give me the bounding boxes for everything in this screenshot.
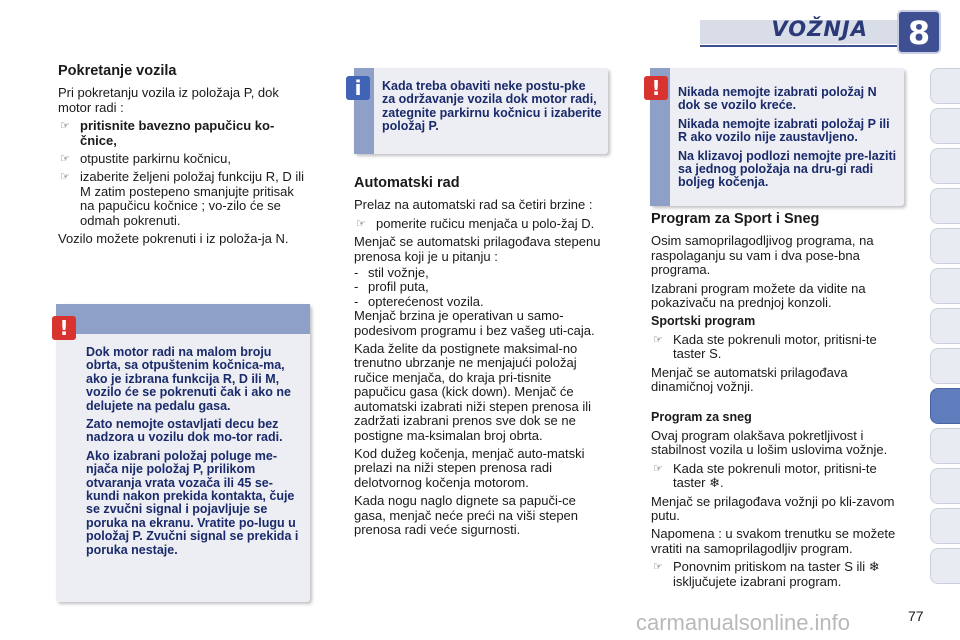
side-tab[interactable]: [930, 508, 960, 544]
chapter-title: VOŽNJA: [771, 17, 868, 41]
bullet-item: ☞ izaberite željeni položaj funkciju R, D ili M zatim postepeno smanjujte pritisak na papučicu kočnice ; vo-zilo će se odmah pokrenuti.: [58, 170, 310, 228]
paragraph: Osim samoprilagodljivog programa, na raspolaganju su vam i dva pose-bna programa.: [651, 233, 874, 278]
side-tab[interactable]: [930, 548, 960, 584]
subtitle-snow: Program za sneg: [651, 410, 752, 425]
info-icon: i: [346, 76, 370, 100]
warning-paragraph: Nikada nemojte izabrati položaj P ili R ako vozilo nije zaustavljeno.: [678, 116, 890, 145]
paragraph: Pri pokretanju vozila iz položaja P, dok motor radi :: [58, 85, 279, 115]
side-tab[interactable]: [930, 68, 960, 104]
paragraph: Napomena : u svakom trenutku se možete vratiti na samoprilagodljiv program.: [651, 526, 896, 556]
side-tab-active[interactable]: [930, 388, 960, 424]
section-title-automatic: Automatski rad: [354, 175, 460, 191]
warning-paragraph: Zato nemojte ostavljati decu bez nadzora u vozilu dok mo-tor radi.: [86, 417, 283, 445]
paragraph: Kada želite da postignete maksimal-no trenutno ubrzanje ne menjajući položaj ručice menjača, do kraja pri-tisnite papučicu gasa (kick down). Menjač će automatski izabrati niži stepen prenosa ili zadržati izabrani prenos sve dok se ne postigne ma-ksimalan broj obrta.: [354, 341, 592, 443]
bullet-item: [58, 119, 310, 148]
warning-icon: !: [52, 316, 76, 340]
bullet-item: ☞ otpustite parkirnu kočnicu,: [58, 152, 310, 166]
paragraph: Menjač se automatski prilagođava dinamičnoj vožnji.: [651, 364, 848, 395]
side-tab[interactable]: [930, 308, 960, 344]
side-tab[interactable]: [930, 428, 960, 464]
side-tab[interactable]: [930, 348, 960, 384]
side-tab[interactable]: [930, 188, 960, 224]
chapter-number: 8: [907, 14, 931, 52]
warning-paragraph: Dok motor radi na malom broju obrta, sa otpuštenim kočnica-ma, ako je izbrana funkcija R, D ili M, vozilo će se pokrenuti čak i ako ne delujete na pedalu gasa.: [86, 345, 291, 413]
column-automatic: [354, 176, 606, 541]
paragraph: Izabrani program možete da vidite na pokazivaču na prednjoj konzoli.: [651, 280, 866, 311]
warning-box-right: [650, 68, 904, 206]
paragraph: Prelaz na automatski rad sa četiri brzine :: [354, 197, 593, 213]
warning-paragraph: Na klizavoj podlozi nemojte pre-laziti sa jednog položaja na dru-gi radi boljeg kočenja.: [678, 148, 897, 190]
dash-item: - stil vožnje,: [354, 266, 606, 280]
chapter-badge: [897, 10, 941, 54]
subtitle-sport: Sportski program: [651, 314, 756, 329]
warning-paragraph: Nikada nemojte izabrati položaj N dok se vozilo kreće.: [678, 85, 877, 113]
bullet-item: ☞ Ponovnim pritiskom na taster S ili ❄ isključujete izabrani program.: [651, 560, 905, 589]
bullet-item: ☞ Kada ste pokrenuli motor, pritisni-te taster S.: [651, 333, 905, 362]
paragraph: Kada nogu naglo dignete sa papuči-ce gasa, menjač neće preći na viši stepen prenosa radi veće sigurnosti.: [354, 493, 579, 537]
paragraph: Ovaj program olakšava pokretljivost i stabilnost vozila u lošim uslovima vožnje.: [651, 427, 888, 458]
info-box: [354, 68, 608, 154]
side-tab[interactable]: [930, 268, 960, 304]
paragraph: Menjač se automatski prilagođava stepenu prenosa koji je u pitanju :: [354, 234, 601, 264]
paragraph: Kod dužeg kočenja, menjač auto-matski prelazi na niži stepen prenosa radi delotvornog kočenja motorom.: [354, 445, 585, 490]
dash-item: - opterećenost vozila.: [354, 295, 606, 309]
warning-box-left: [56, 304, 310, 602]
paragraph: Menjač se prilagođava vožnji po kli-zavom putu.: [651, 493, 895, 523]
side-tab[interactable]: [930, 468, 960, 504]
bullet-item: ☞ Kada ste pokrenuli motor, pritisni-te taster ❄.: [651, 462, 905, 491]
section-title-starting: Pokretanje vozila: [58, 63, 177, 79]
watermark: carmanualsonline.info: [636, 610, 851, 635]
column-starting: [58, 64, 310, 250]
warning-text: [678, 86, 900, 195]
dash-item: - profil puta,: [354, 280, 606, 294]
paragraph: Menjač brzina je operativan u samo-podesivom programu i bez vašeg uti-caja.: [354, 308, 595, 338]
bullet-item: ☞ pomerite ručicu menjača u polo-žaj D.: [354, 217, 606, 231]
box-strip: [56, 304, 310, 334]
warning-icon: !: [644, 76, 668, 100]
warning-paragraph: Ako izabrani položaj poluge me-njača nije položaj P, prilikom otvaranja vrata vozača ili 45 se-kundi nakon prekida kontakta, čuje se zvučni signal i pojavljuje se poruka na ekranu. Vratite po-lugu u položaj P. Zvučni signal se prekida i poruka nestaje.: [86, 448, 299, 557]
bullet-text: pritisnite bavezno papučicu ko-čnice,: [80, 118, 275, 148]
paragraph: Vozilo možete pokrenuti i iz položa-ja N.: [58, 231, 289, 247]
side-tab[interactable]: [930, 108, 960, 144]
page-number: 77: [908, 608, 924, 624]
info-text: Kada treba obaviti neke postu-pke za održavanje vozila dok motor radi, zategnite parkirnu kočnicu i izaberite položaj P.: [382, 79, 602, 134]
column-programs: [651, 212, 905, 593]
warning-text: [86, 346, 304, 562]
side-tab[interactable]: [930, 228, 960, 264]
side-tab[interactable]: [930, 148, 960, 184]
section-title-programs: Program za Sport i Sneg: [651, 211, 820, 227]
